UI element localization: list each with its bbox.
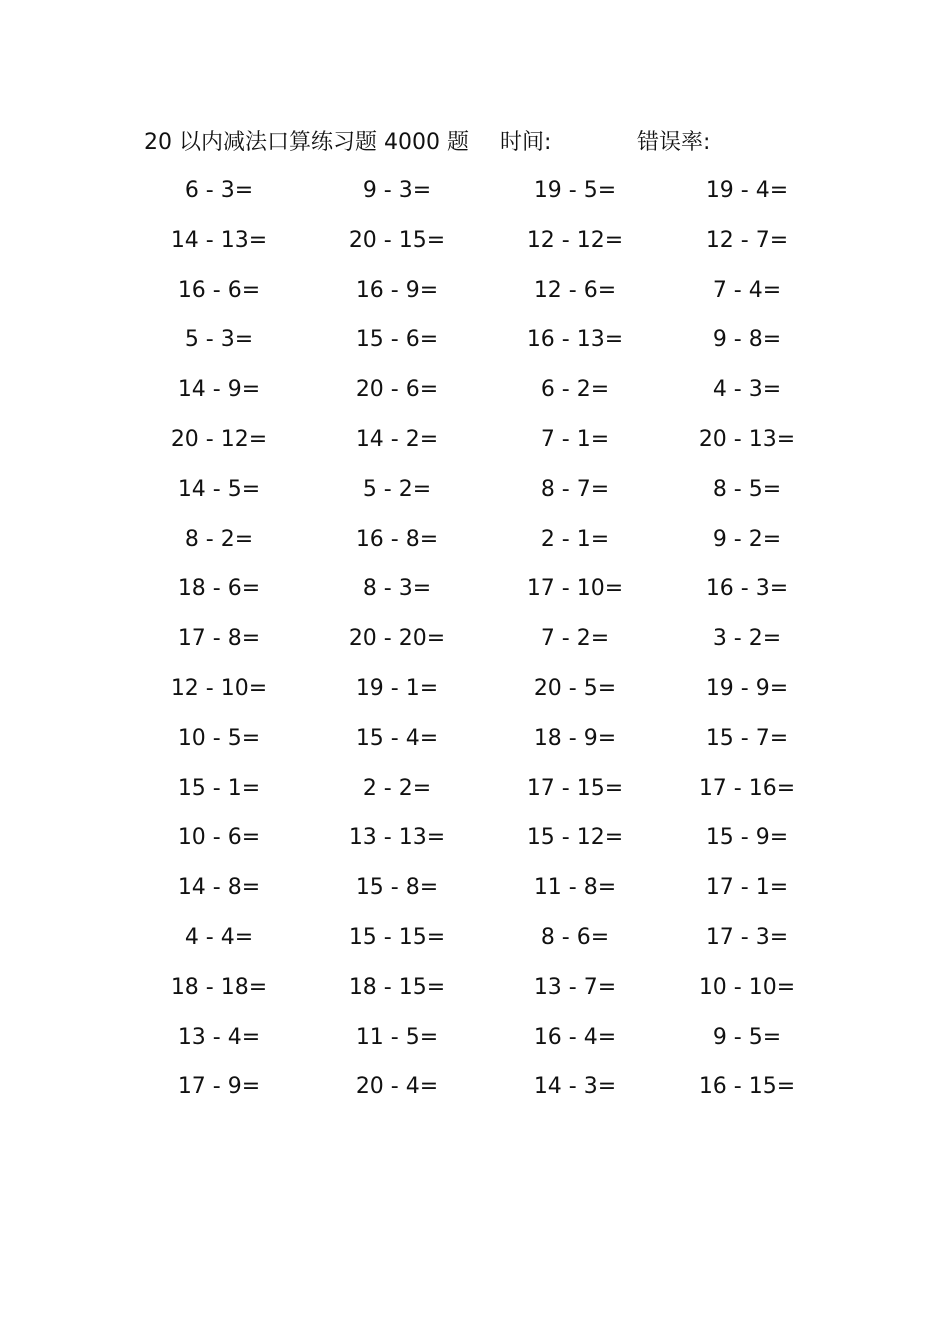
subtraction-problem: 16 - 13= <box>526 327 624 353</box>
subtraction-problem: 13 - 7= <box>533 974 617 1000</box>
subtraction-problem: 20 - 12= <box>170 426 268 452</box>
subtraction-problem: 3 - 2= <box>712 626 782 652</box>
subtraction-problem: 5 - 3= <box>184 327 254 353</box>
subtraction-problem: 8 - 7= <box>540 476 610 502</box>
subtraction-problem: 9 - 3= <box>362 178 432 203</box>
subtraction-problem: 10 - 5= <box>177 725 261 751</box>
subtraction-problem: 15 - 4= <box>355 725 439 751</box>
subtraction-problem: 19 - 4= <box>705 178 789 203</box>
subtraction-problem: 15 - 1= <box>177 775 261 801</box>
subtraction-problem: 14 - 5= <box>177 476 261 502</box>
subtraction-problem: 11 - 8= <box>533 875 617 901</box>
subtraction-problem: 18 - 6= <box>177 576 261 602</box>
subtraction-problem: 6 - 2= <box>540 377 610 403</box>
subtraction-problem: 2 - 1= <box>540 526 610 552</box>
problem-grid <box>130 170 830 1116</box>
subtraction-problem: 13 - 13= <box>348 825 446 851</box>
subtraction-problem: 8 - 5= <box>712 476 782 502</box>
subtraction-problem: 18 - 9= <box>533 725 617 751</box>
subtraction-problem: 9 - 8= <box>712 327 782 353</box>
subtraction-problem: 11 - 5= <box>355 1024 439 1050</box>
subtraction-problem: 17 - 8= <box>177 626 261 652</box>
subtraction-problem: 6 - 3= <box>184 178 254 203</box>
subtraction-problem: 16 - 6= <box>177 277 261 303</box>
subtraction-problem: 16 - 3= <box>705 576 789 602</box>
worksheet-title: 20 以内减法口算练习题 4000 题 <box>144 130 469 155</box>
subtraction-problem: 12 - 6= <box>533 277 617 303</box>
subtraction-problem: 18 - 18= <box>170 974 268 1000</box>
subtraction-problem: 15 - 12= <box>526 825 624 851</box>
subtraction-problem: 14 - 2= <box>355 426 439 452</box>
subtraction-problem: 19 - 5= <box>533 178 617 203</box>
subtraction-problem: 17 - 16= <box>698 775 796 801</box>
subtraction-problem: 17 - 3= <box>705 924 789 950</box>
subtraction-problem: 20 - 13= <box>698 426 796 452</box>
subtraction-problem: 20 - 6= <box>355 377 439 403</box>
subtraction-problem: 9 - 5= <box>712 1024 782 1050</box>
subtraction-problem: 16 - 4= <box>533 1024 617 1050</box>
subtraction-problem: 15 - 8= <box>355 875 439 901</box>
subtraction-problem: 10 - 6= <box>177 825 261 851</box>
subtraction-problem: 5 - 2= <box>362 476 432 502</box>
subtraction-problem: 19 - 9= <box>705 675 789 701</box>
subtraction-problem: 15 - 6= <box>355 327 439 353</box>
subtraction-problem: 15 - 9= <box>705 825 789 851</box>
subtraction-problem: 8 - 6= <box>540 924 610 950</box>
subtraction-problem: 14 - 3= <box>533 1074 617 1100</box>
subtraction-problem: 14 - 13= <box>170 227 268 253</box>
subtraction-problem: 13 - 4= <box>177 1024 261 1050</box>
subtraction-problem: 19 - 1= <box>355 675 439 701</box>
subtraction-problem: 2 - 2= <box>362 775 432 801</box>
subtraction-problem: 16 - 9= <box>355 277 439 303</box>
subtraction-problem: 7 - 2= <box>540 626 610 652</box>
subtraction-problem: 16 - 15= <box>698 1074 796 1100</box>
subtraction-problem: 12 - 10= <box>170 675 268 701</box>
time-label: 时间: <box>499 130 552 155</box>
subtraction-problem: 16 - 8= <box>355 526 439 552</box>
error-rate-label: 错误率: <box>636 130 711 155</box>
subtraction-problem: 20 - 5= <box>533 675 617 701</box>
subtraction-problem: 9 - 2= <box>712 526 782 552</box>
subtraction-problem: 20 - 4= <box>355 1074 439 1100</box>
subtraction-problem: 8 - 2= <box>184 526 254 552</box>
subtraction-problem: 4 - 3= <box>712 377 782 403</box>
subtraction-problem: 14 - 8= <box>177 875 261 901</box>
subtraction-problem: 14 - 9= <box>177 377 261 403</box>
subtraction-problem: 12 - 7= <box>705 227 789 253</box>
subtraction-problem: 7 - 1= <box>540 426 610 452</box>
subtraction-problem: 20 - 20= <box>348 626 446 652</box>
subtraction-problem: 17 - 15= <box>526 775 624 801</box>
subtraction-problem: 7 - 4= <box>712 277 782 303</box>
subtraction-problem: 17 - 9= <box>177 1074 261 1100</box>
subtraction-problem: 17 - 10= <box>526 576 624 602</box>
subtraction-problem: 8 - 3= <box>362 576 432 602</box>
subtraction-problem: 18 - 15= <box>348 974 446 1000</box>
worksheet-header <box>144 126 710 160</box>
subtraction-problem: 20 - 15= <box>348 227 446 253</box>
subtraction-problem: 12 - 12= <box>526 227 624 253</box>
subtraction-problem: 17 - 1= <box>705 875 789 901</box>
subtraction-problem: 10 - 10= <box>698 974 796 1000</box>
subtraction-problem: 15 - 15= <box>348 924 446 950</box>
subtraction-problem: 15 - 7= <box>705 725 789 751</box>
subtraction-problem: 4 - 4= <box>184 924 254 950</box>
